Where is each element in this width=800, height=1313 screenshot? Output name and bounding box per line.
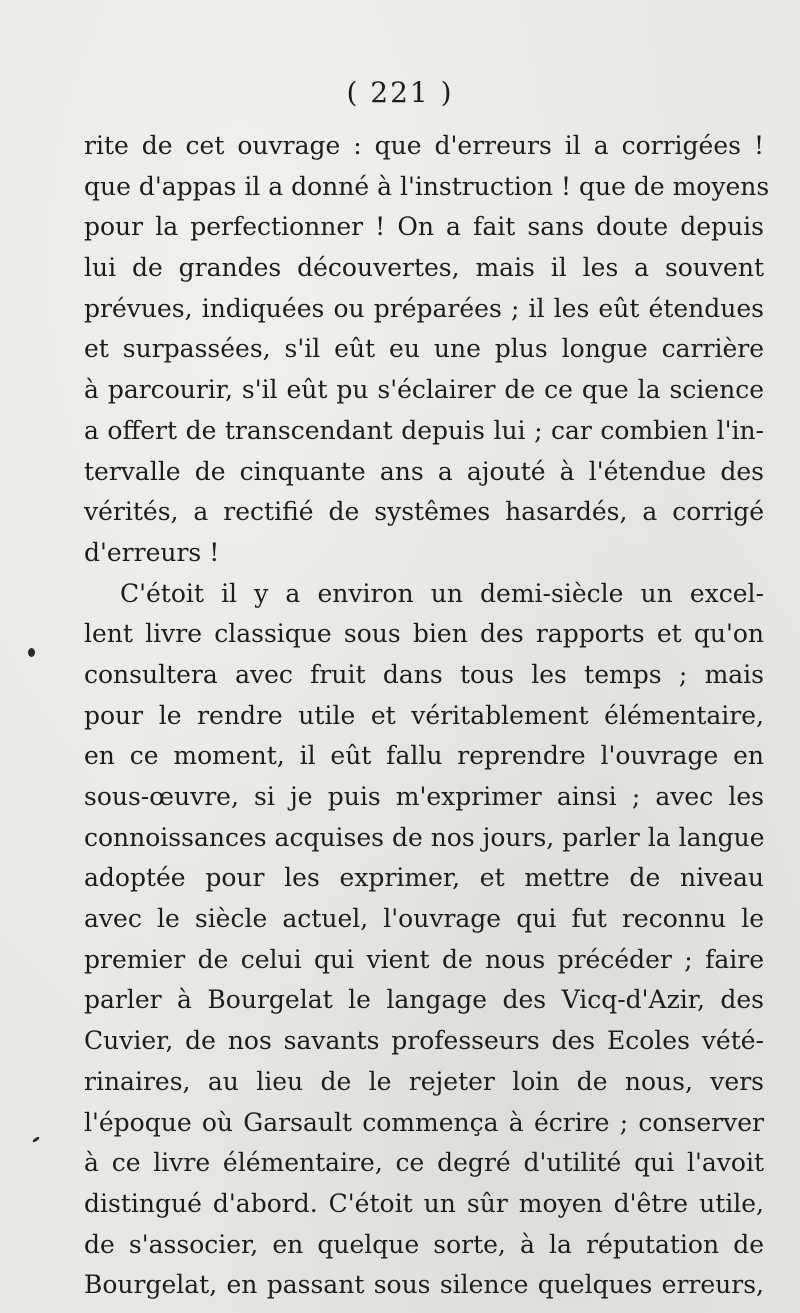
text-line: et surpassées, s'il eût eu une plus longue carrière <box>84 334 764 364</box>
text-line: pour la perfectionner ! On a fait sans doute depuis <box>84 212 764 242</box>
text-line: de s'associer, en quelque sorte, à la réputation de <box>84 1229 764 1259</box>
text-line: rite de cet ouvrage : que d'erreurs il a corrigées ! <box>84 131 764 160</box>
paragraph-first-line: C'étoit il y a environ un demi-siècle un excel- <box>120 578 764 608</box>
text-line: avec le siècle actuel, l'ouvrage qui fut reconnu le <box>84 904 764 934</box>
text-line: à ce livre élémentaire, ce degré d'utilité qui l'avoit <box>84 1148 764 1178</box>
text-line: lui de grandes découvertes, mais il les a souvent <box>84 253 764 283</box>
page-number: ( 221 ) <box>346 76 454 109</box>
text-line: à parcourir, s'il eût pu s'éclairer de ce que la science <box>84 375 764 405</box>
text-line: a offert de transcendant depuis lui ; car combien l'in- <box>84 415 764 445</box>
text-line: en ce moment, il eût fallu reprendre l'ouvrage en <box>84 741 764 771</box>
text-line: tervalle de cinquante ans a ajouté à l'étendue des <box>84 456 764 486</box>
ink-speck <box>32 1136 40 1143</box>
text-line: distingué d'abord. C'étoit un sûr moyen d'être utile, <box>84 1188 764 1218</box>
text-line: sous-œuvre, si je puis m'exprimer ainsi ; avec les <box>84 782 764 811</box>
text-line: pour le rendre utile et véritablement élémentaire, <box>84 700 764 730</box>
text-line: Cuvier, de nos savants professeurs des Ecoles vété- <box>84 1026 764 1056</box>
text-line: Bourgelat, en passant sous silence quelques erreurs, <box>84 1270 764 1300</box>
text-line: que d'appas il a donné à l'instruction ! que de moyens <box>84 171 770 201</box>
text-line: adoptée pour les exprimer, et mettre de niveau <box>84 863 764 893</box>
text-line: rinaires, au lieu de le rejeter loin de nous, vers <box>84 1066 764 1096</box>
text-line: connoissances acquises de nos jours, parler la langue <box>84 822 765 852</box>
text-line: consultera avec fruit dans tous les temps ; mais <box>84 659 764 689</box>
text-line: premier de celui qui vient de nous précéder ; faire <box>84 944 764 974</box>
text-line: l'époque où Garsault commença à écrire ; conserver <box>84 1107 764 1137</box>
text-line: parler à Bourgelat le langage des Vicq-d'Azir, des <box>84 985 764 1015</box>
text-line: vérités, a rectifié de systêmes hasardés, a corrigé <box>84 497 764 527</box>
text-line: lent livre classique sous bien des rapports et qu'on <box>84 619 764 649</box>
text-line: prévues, indiquées ou préparées ; il les eût étendues <box>84 293 764 323</box>
body-text <box>84 126 770 1306</box>
text-line: d'erreurs ! <box>84 537 220 567</box>
ink-speck <box>28 648 35 657</box>
